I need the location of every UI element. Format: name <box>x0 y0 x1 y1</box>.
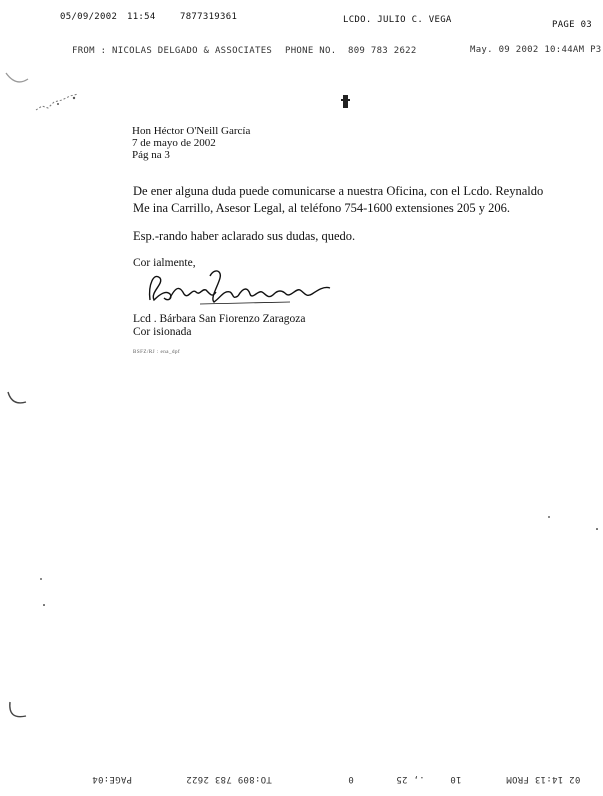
fax-header-stamp: May. 09 2002 10:44AM P3 <box>470 45 602 55</box>
fax-header-number: 7877319361 <box>180 12 238 22</box>
flipped-footer-zero: 0 <box>348 774 354 784</box>
scan-noise-mark <box>34 88 84 118</box>
scan-speck <box>596 528 598 530</box>
signer-title: Cor isionada <box>133 326 192 338</box>
fax-header-phone-label: PHONE NO. <box>285 46 337 56</box>
flipped-footer-to: TO:809 783 2622 <box>186 774 272 784</box>
flipped-footer-page: PAGE:04 <box>92 774 133 784</box>
flipped-footer-mark: ., 25 <box>396 774 425 784</box>
fax-header-page: PAGE 03 <box>552 20 593 30</box>
hole-punch-mark-top <box>2 65 32 95</box>
scan-speck <box>40 578 42 580</box>
fax-header-phone: 809 783 2622 <box>348 46 417 56</box>
scan-speck <box>43 604 45 606</box>
fax-header-from: FROM : NICOLAS DELGADO & ASSOCIATES <box>72 46 273 56</box>
reference-initials: BSFZ/RJ : ena_dpf <box>133 350 181 355</box>
letter-closing: Cor ialmente, <box>133 257 196 269</box>
handwritten-signature <box>140 264 340 314</box>
fax-header-date: 05/09/2002 <box>60 12 118 22</box>
fax-header-recipient: LCDO. JULIO C. VEGA <box>343 15 452 25</box>
scan-speck <box>548 516 550 518</box>
paragraph-1-line-2: Me ina Carrillo, Asesor Legal, al teléfono 754-1600 extensiones 205 y 206. <box>133 201 511 215</box>
flipped-footer-code: 10 <box>450 774 462 784</box>
flipped-footer-from: 02 14:13 FROM <box>506 774 581 784</box>
letter-page-number: Pág na 3 <box>132 149 170 161</box>
paragraph-1-line-1: De ener alguna duda puede comunicarse a nuestra Oficina, con el Lcdo. Reynaldo <box>133 184 544 198</box>
signer-name: Lcd . Bárbara San Fiorenzo Zaragoza <box>133 313 306 325</box>
hole-punch-mark-middle <box>4 388 30 410</box>
fax-header-time: 11:54 <box>127 12 156 22</box>
letter-date: 7 de mayo de 2002 <box>132 137 216 149</box>
logo-fragment-mark <box>339 93 353 111</box>
paragraph-2: Esp.-rando haber aclarado sus dudas, quedo. <box>133 229 356 243</box>
letter-addressee: Hon Héctor O'Neill García <box>132 125 251 137</box>
hole-punch-mark-bottom <box>4 700 30 724</box>
